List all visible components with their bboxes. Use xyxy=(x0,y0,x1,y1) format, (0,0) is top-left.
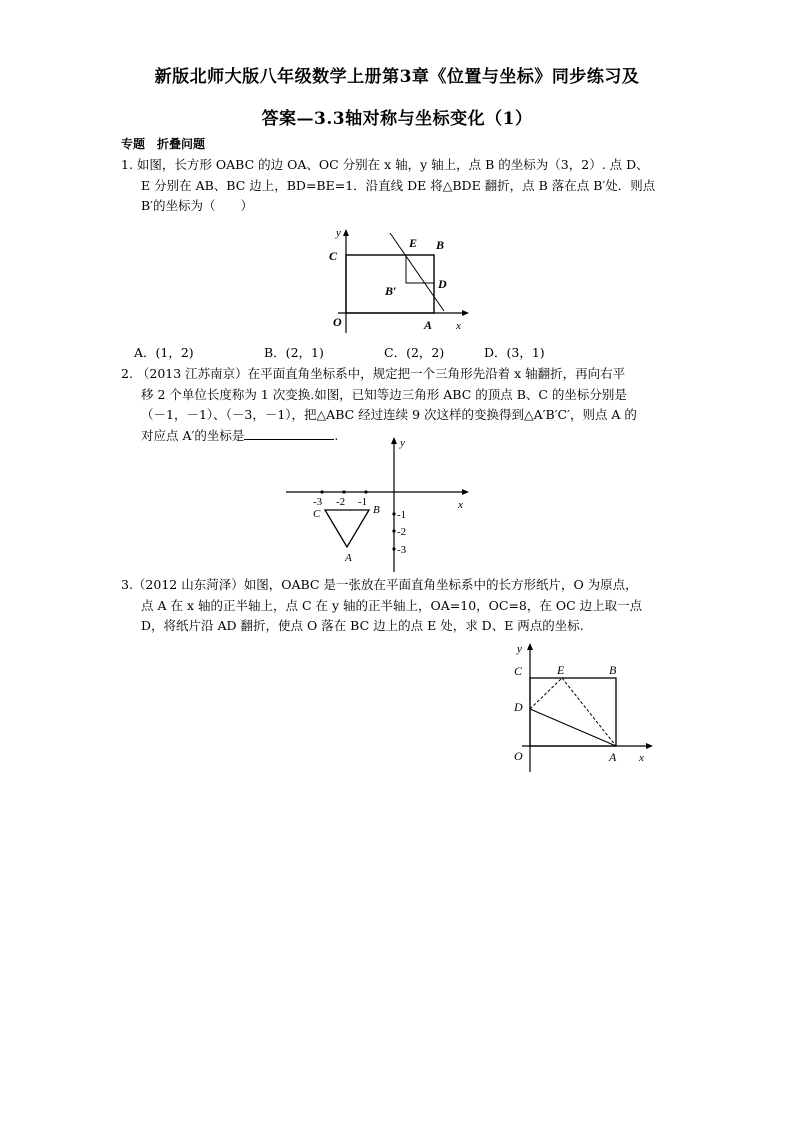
section-heading: 专题 折叠问题 xyxy=(121,137,206,151)
q3-label-y: y xyxy=(517,643,522,655)
question-1-figure xyxy=(320,225,480,337)
q2-triangle-abc xyxy=(325,510,369,547)
question-3-figure xyxy=(504,640,664,776)
q1-y-arrow xyxy=(343,229,349,236)
q2-label-x: x xyxy=(458,499,463,511)
q2-label-c: C xyxy=(313,508,321,520)
question-1-line-2: E 分别在 AB、BC 边上，BD=BE=1．沿直线 DE 将△BDE 翻折，点 B 落在点 B′处．则点 xyxy=(141,177,656,193)
question-2-line-1: 2. （2013 江苏南京）在平面直角坐标系中，规定把一个三角形先沿着 x 轴翻折，再向右平 xyxy=(121,366,626,381)
q2-y-arrow xyxy=(391,437,397,444)
q3-rectangle-oabc xyxy=(530,678,616,746)
q1-label-d: D xyxy=(438,277,447,291)
question-3-line-3: D，将纸片沿 AD 翻折，使点 O 落在 BC 边上的点 E 处，求 D、E 两点的坐标. xyxy=(141,618,584,633)
question-1-options xyxy=(134,343,694,361)
question-3-text xyxy=(121,575,681,637)
q3-label-d: D xyxy=(514,700,523,714)
q2-x-tick-neg3 xyxy=(320,490,323,493)
q2-y-tick-label-neg2: -2 xyxy=(397,526,407,538)
q3-dashed-de xyxy=(530,678,562,709)
question-1-line-1: 1. 如图，长方形 OABC 的边 OA、OC 分别在 x 轴，y 轴上，点 B 的坐标为（3，2）. 点 D、 xyxy=(121,157,649,172)
question-3-line-1: 3.（2012 山东菏泽）如图，OABC 是一张放在平面直角坐标系中的长方形纸片，O 为原点， xyxy=(121,577,638,592)
q3-label-a: A xyxy=(609,750,617,764)
q3-y-arrow xyxy=(527,643,533,650)
option-d[interactable]: D．(3，1) xyxy=(484,345,545,360)
q3-label-x: x xyxy=(639,752,644,764)
question-1-line-3: B′的坐标为（ ） xyxy=(141,198,254,213)
q2-x-tick-label-neg2: -2 xyxy=(336,496,346,508)
question-2-line-4-end: . xyxy=(334,427,339,443)
q1-label-c: C xyxy=(329,249,338,263)
q2-label-b: B xyxy=(373,504,380,516)
q3-x-arrow xyxy=(646,743,653,749)
q1-label-bprime: B′ xyxy=(385,284,397,298)
q3-label-o: O xyxy=(514,749,523,763)
option-b[interactable]: B．(2，1) xyxy=(264,345,324,360)
document-title-line-2: 答案—3.3轴对称与坐标变化（1） xyxy=(261,109,533,129)
question-2-line-3: （－1，－1）、（－3，－1），把△ABC 经过连续 9 次这样的变换得到△A′B′C′，则点 A 的 xyxy=(141,407,637,422)
q1-label-a: A xyxy=(424,318,433,332)
q1-folded-triangle xyxy=(406,255,434,283)
q2-y-tick-label-neg1: -1 xyxy=(397,509,407,521)
q2-label-y: y xyxy=(400,437,405,449)
q2-x-tick-neg2 xyxy=(342,490,345,493)
q3-fold-line-ad xyxy=(530,709,616,746)
q3-label-e: E xyxy=(557,663,565,677)
q2-x-tick-label-neg3: -3 xyxy=(313,496,323,508)
q1-label-x: x xyxy=(456,320,461,332)
q3-dashed-ea xyxy=(562,678,616,746)
question-2-figure xyxy=(284,434,474,574)
document-title-line-1: 新版北师大版八年级数学上册第3章《位置与坐标》同步练习及 xyxy=(154,67,640,87)
question-3-line-2: 点 A 在 x 轴的正半轴上，点 C 在 y 轴的正半轴上，OA=10，OC=8，在 OC 边上取一点 xyxy=(141,597,643,613)
q2-x-arrow xyxy=(462,489,469,495)
q2-x-tick-neg1 xyxy=(364,490,367,493)
q1-label-e: E xyxy=(409,236,418,250)
q2-y-tick-neg1 xyxy=(392,512,395,515)
question-1-text xyxy=(121,155,681,217)
q2-label-a: A xyxy=(345,552,352,564)
option-c[interactable]: C．(2，2) xyxy=(384,345,445,360)
q3-label-b: B xyxy=(609,663,617,677)
q1-label-o: O xyxy=(333,315,342,329)
question-2-line-4: 对应点 A′的坐标是 xyxy=(141,427,245,443)
q2-y-tick-neg2 xyxy=(392,529,395,532)
q2-y-tick-label-neg3: -3 xyxy=(397,544,407,556)
q1-x-arrow xyxy=(462,310,469,316)
q2-y-tick-neg3 xyxy=(392,547,395,550)
q2-x-tick-label-neg1: -1 xyxy=(358,496,368,508)
q1-label-b: B xyxy=(436,238,445,252)
question-2-line-2: 移 2 个单位长度称为 1 次变换.如图，已知等边三角形 ABC 的顶点 B、C 的坐标分别是 xyxy=(141,386,627,402)
q3-label-c: C xyxy=(514,664,523,678)
q1-label-y: y xyxy=(336,227,341,239)
option-a[interactable]: A．(1，2) xyxy=(134,345,194,360)
